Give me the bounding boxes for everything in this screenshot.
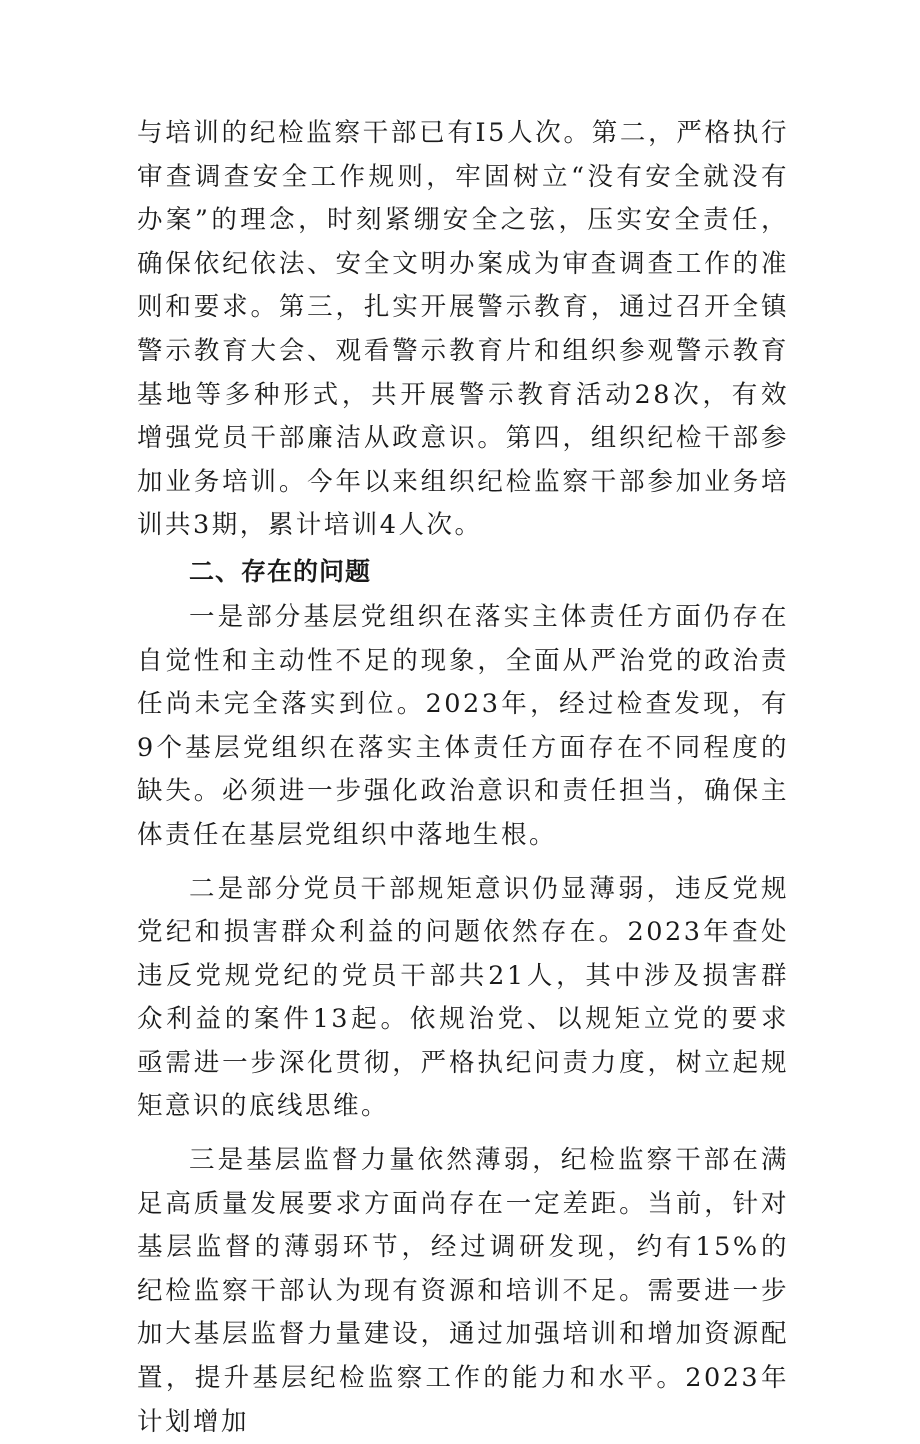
problem-paragraph-2: 二是部分党员干部规矩意识仍显薄弱，违反党规党纪和损害群众利益的问题依然存在。2023年查处违反党规党纪的党员干部共21人，其中涉及损害群众利益的案件13起。依规治党、以规矩立党的要求亟需进一步深化贯彻，严格执纪问责力度，树立起规矩意识的底线思维。 [137, 873, 789, 1122]
problem-paragraph-3: 三是基层监督力量依然薄弱，纪检监察干部在满足高质量发展要求方面尚存在一定差距。当前，针对基层监督的薄弱环节，经过调研发现，约有15%的纪检监察干部认为现有资源和培训不足。需要进一步加大基层监督力量建设，通过加强培训和增加资源配置，提升基层纪检监察工作的能力和水平。2023年计划增加 [137, 1145, 789, 1437]
paragraph-gap [137, 1129, 789, 1139]
problem-paragraph-1: 一是部分基层党组织在落实主体责任方面仍存在自觉性和主动性不足的现象，全面从严治党的政治责任尚未完全落实到位。2023年，经过检查发现，有9个基层党组织在落实主体责任方面存在不同程度的缺失。必须进一步强化政治意识和责任担当，确保主体责任在基层党组织中落地生根。 [137, 601, 789, 850]
continued-paragraph: 与培训的纪检监察干部已有I5人次。第二，严格执行审查调查安全工作规则，牢固树立“没有安全就没有办案”的理念，时刻紧绷安全之弦，压实安全责任，确保依纪依法、安全文明办案成为审查调查工作的准则和要求。第三，扎实开展警示教育，通过召开全镇警示教育大会、观看警示教育片和组织参观警示教育基地等多种形式，共开展警示教育活动28次，有效增强党员干部廉洁从政意识。第四，组织纪检干部参加业务培训。今年以来组织纪检监察干部参加业务培训共3期，累计培训4人次。 [137, 118, 789, 541]
document-page [137, 112, 789, 1444]
section-heading: 二、存在的问题 [189, 556, 372, 586]
paragraph-gap [137, 858, 789, 868]
